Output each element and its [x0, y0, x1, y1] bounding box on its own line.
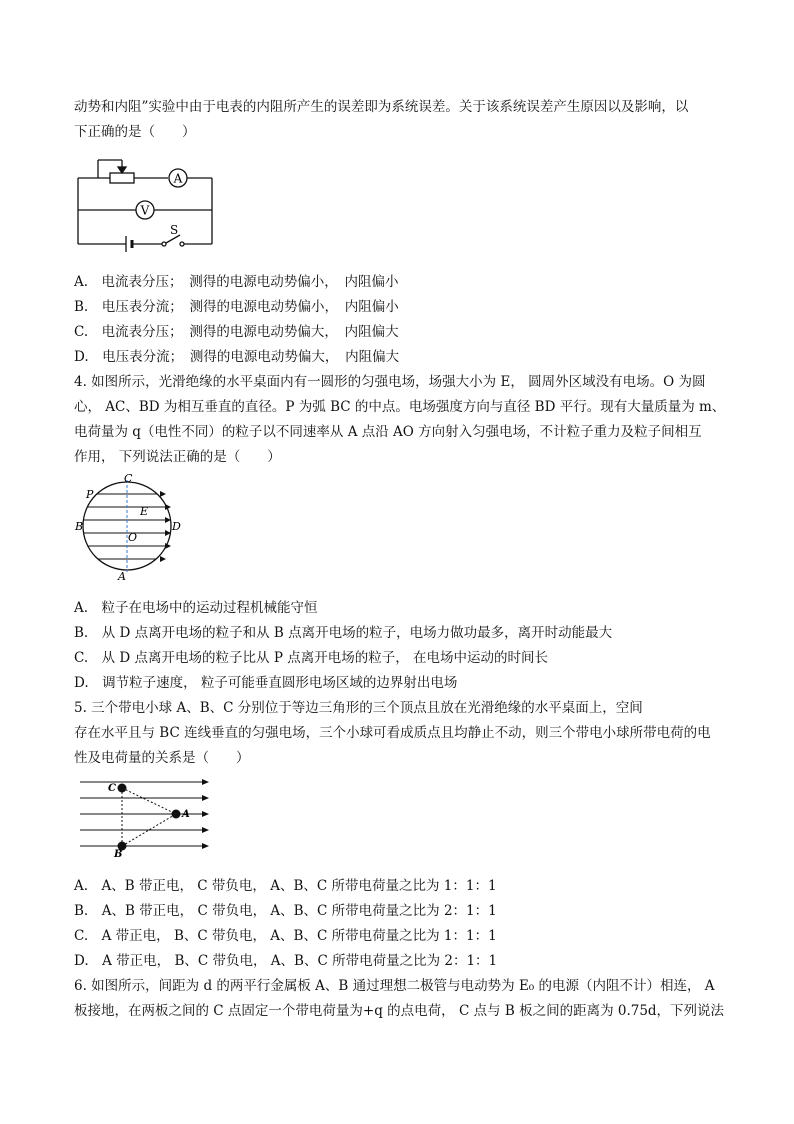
voltmeter-label: V — [140, 203, 150, 218]
q6-stem-line-2: 板接地，在两板之间的 C 点固定一个带电荷量为+q 的点电荷， C 点与 B 板之间的距离为 0.75d，下列说法 — [74, 1003, 725, 1019]
q3-circuit-figure — [74, 152, 224, 252]
q5-stem-line-3: 性及电荷量的关系是（ ） — [74, 750, 250, 766]
q4-stem-line-3: 电荷量为 q（电性不同）的粒子以不同速率从 A 点沿 AO 方向射入匀强电场，不计粒子重力及粒子间相互 — [74, 424, 702, 440]
ball-b-label: B — [114, 849, 123, 860]
q3-option-b: B. 电压表分流； 测得的电源电动势偏小， 内阻偏小 — [74, 299, 399, 315]
field-e-label: E — [140, 505, 149, 518]
point-d-label: D — [172, 520, 181, 533]
q4-option-c: C. 从 D 点离开电场的粒子比从 P 点离开电场的粒子， 在电场中运动的时间长 — [74, 650, 549, 666]
q5-option-c: C. A 带正电， B、C 带负电， A、B、C 所带电荷量之比为 1：1：1 — [74, 928, 497, 944]
point-b-label: B — [75, 520, 84, 533]
ammeter-label: A — [173, 171, 183, 186]
q3-option-a: A. 电流表分压； 测得的电源电动势偏小， 内阻偏小 — [74, 274, 399, 290]
point-a-label: A — [118, 570, 126, 583]
q4-option-d: D. 调节粒子速度， 粒子可能垂直圆形电场区域的边界射出电场 — [74, 675, 458, 691]
q5-stem-line-1: 5. 三个带电小球 A、B、C 分别位于等边三角形的三个顶点且放在光滑绝缘的水平桌面上，空间 — [74, 700, 643, 716]
q5-option-a: A. A、B 带正电， C 带负电， A、B、C 所带电荷量之比为 1：1：1 — [74, 878, 497, 894]
q4-option-a: A. 粒子在电场中的运动过程机械能守恒 — [74, 600, 318, 616]
q4-option-b: B. 从 D 点离开电场的粒子和从 B 点离开电场的粒子，电场力做功最多，离开时动能最大 — [74, 625, 613, 641]
switch-label: S — [170, 223, 179, 237]
q5-option-d: D. A 带正电， B、C 带负电， A、B、C 所带电荷量之比为 2：1：1 — [74, 953, 498, 969]
q3-option-c: C. 电流表分压； 测得的电源电动势偏大， 内阻偏大 — [74, 324, 399, 340]
q4-circular-field-figure — [72, 474, 192, 584]
q6-stem-line-1: 6. 如图所示，间距为 d 的两平行金属板 A、B 通过理想二极管与电动势为 E₀ 的电源（内阻不计）相连， A — [74, 978, 715, 994]
ball-c — [118, 784, 127, 793]
ball-a-label: A — [182, 809, 190, 820]
center-o-label: O — [128, 531, 138, 544]
q4-stem-line-1: 4. 如图所示，光滑绝缘的水平桌面内有一圆形的匀强电场，场强大小为 E， 圆周外区域没有电场。O 为圆 — [74, 374, 706, 390]
q5-stem-line-2: 存在水平且与 BC 连线垂直的匀强电场，三个小球可看成质点且均静止不动，则三个带电小球所带电荷的电 — [74, 725, 711, 741]
q4-stem-line-4: 作用， 下列说法正确的是（ ） — [74, 449, 281, 465]
ball-c-label: C — [108, 783, 116, 794]
q3-intro-line-2: 下正确的是（ ） — [74, 124, 196, 140]
ball-a — [172, 810, 181, 819]
q5-option-b: B. A、B 带正电， C 带负电， A、B、C 所带电荷量之比为 2：1：1 — [74, 903, 497, 919]
point-p-label: P — [86, 488, 94, 501]
q5-triangle-field-figure — [76, 776, 216, 860]
q3-intro-line-1: 动势和内阻”实验中由于电表的内阻所产生的误差即为系统误差。关于该系统误差产生原因以及影响，以 — [74, 99, 689, 115]
q4-stem-line-2: 心， AC、BD 为相互垂直的直径。P 为弧 BC 的中点。电场强度方向与直径 BD 平行。现有大量质量为 m、 — [74, 399, 726, 415]
point-c-label: C — [124, 474, 133, 485]
q3-option-d: D. 电压表分流； 测得的电源电动势偏大， 内阻偏大 — [74, 349, 400, 365]
